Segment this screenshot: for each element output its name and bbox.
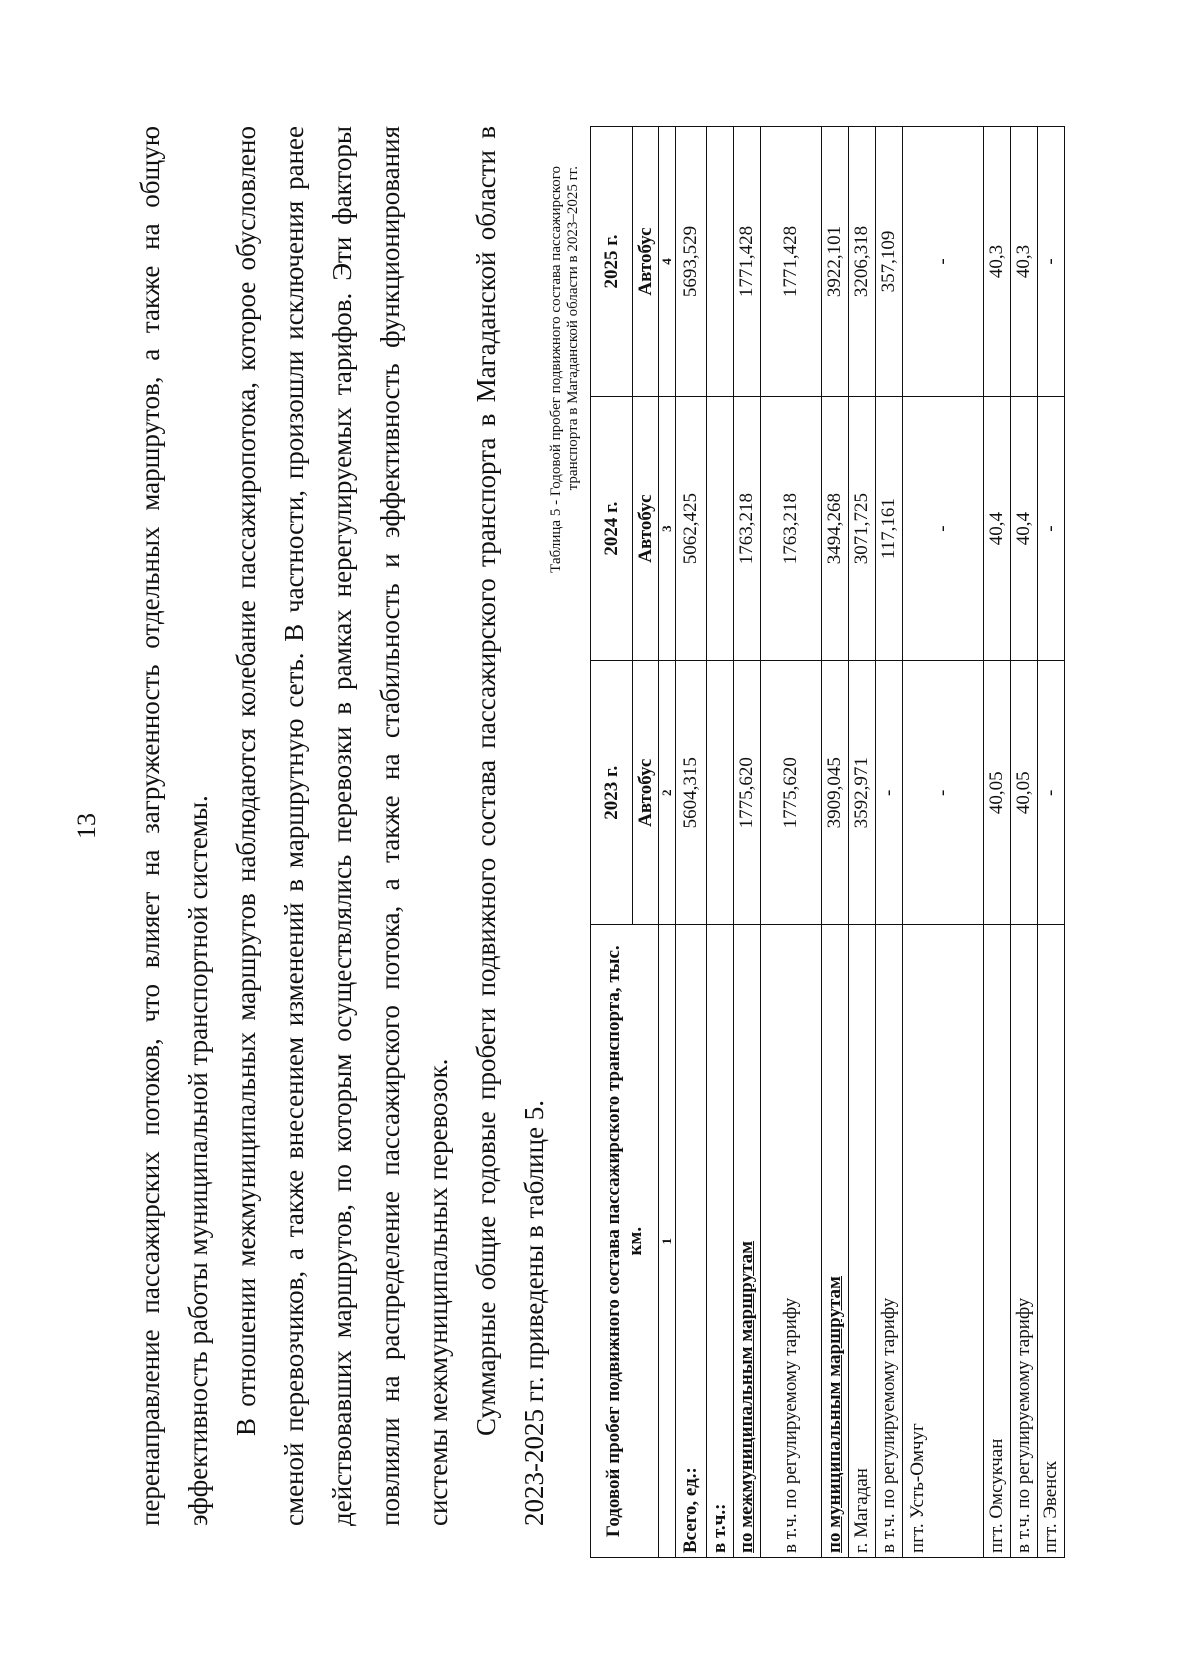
- cell-2024: [707, 397, 734, 661]
- column-number-4: 4: [659, 127, 676, 397]
- cell-2023: 1775,620: [761, 661, 821, 925]
- table-row: [1010, 127, 1037, 1558]
- cell-2023: [707, 661, 734, 925]
- column-number-3: 3: [659, 397, 676, 661]
- row-label: Всего, ед.:: [676, 925, 707, 1558]
- paragraph-1: перенаправление пассажирских потоков, что влияет на загруженность отдельных маршрутов, а также на общую эффективность работы муниципальной транспортной системы.: [135, 126, 213, 1526]
- paragraph-3: Суммарные общие годовые пробеги подвижного состава пассажирского транспорта в Магаданской области в 2023-2025 гг. приведены в таблице 5.: [471, 126, 549, 1526]
- row-label: в т.ч. по регулируемому тарифу: [1010, 925, 1037, 1558]
- cell-2023: 40,05: [983, 661, 1010, 925]
- row-label: пгт. Омсукчан: [983, 925, 1010, 1558]
- header-year-2024: 2024 г.: [591, 397, 633, 661]
- row-label: в т.ч. по регулируемому тарифу: [761, 925, 821, 1558]
- page-number: 13: [72, 813, 101, 839]
- table-row: [1037, 127, 1064, 1558]
- cell-2025: 5693,529: [676, 127, 707, 397]
- cell-2024: 1763,218: [734, 397, 761, 661]
- header-year-2025: 2025 г.: [591, 127, 633, 397]
- table-caption-line-2: транспорта в Магаданской области в 2023–2025 гг.: [565, 166, 581, 491]
- table-header-row-years: [591, 127, 633, 1558]
- cell-2025: 40,3: [983, 127, 1010, 397]
- header-year-2023: 2023 г.: [591, 661, 633, 925]
- cell-2023: 1775,620: [734, 661, 761, 925]
- cell-2023: 3909,045: [821, 661, 848, 925]
- table-row: [902, 127, 983, 1558]
- table-caption-line-1: Таблица 5 - Годовой пробег подвижного состава пассажирского: [548, 166, 564, 573]
- row-label: пгт. Эвенск: [1037, 925, 1064, 1558]
- cell-2023: -: [875, 661, 902, 925]
- cell-2024: 117,161: [875, 397, 902, 661]
- cell-2024: 5062,425: [676, 397, 707, 661]
- cell-2023: -: [902, 661, 983, 925]
- header-vehicle-2024: Автобус: [633, 397, 659, 661]
- cell-2023: -: [1037, 661, 1064, 925]
- header-vehicle-2023: Автобус: [633, 661, 659, 925]
- table-row: [821, 127, 848, 1558]
- cell-2025: 40,3: [1010, 127, 1037, 397]
- cell-2025: 357,109: [875, 127, 902, 397]
- cell-2025: 3922,101: [821, 127, 848, 397]
- paragraph-2: В отношении межмуниципальных маршрутов наблюдаются колебание пассажиропотока, которое обусловлено сменой перевозчиков, а также внесением изменений в маршрутную сеть. В частности, произошли исключения ранее действовавших маршрутов, по которым осуществлялись перевозки в рамках нерегулируемых тарифов. Эти факторы повлияли на распределение пассажирского потока, а также на стабильность и эффективность функционирования системы межмуниципальных перевозок.: [231, 126, 453, 1526]
- table-row: [848, 127, 875, 1558]
- cell-2024: -: [902, 397, 983, 661]
- cell-2023: 40,05: [1010, 661, 1037, 925]
- cell-2025: [707, 127, 734, 397]
- table-row: [676, 127, 707, 1558]
- table-row: [875, 127, 902, 1558]
- column-number-2: 2: [659, 661, 676, 925]
- table-header-title: Годовой пробег подвижного состава пассажирского транспорта, тыс. км.: [591, 925, 659, 1558]
- mileage-table: [590, 126, 1065, 1558]
- cell-2024: 40,4: [1010, 397, 1037, 661]
- row-label: в т.ч.:: [707, 925, 734, 1558]
- cell-2024: -: [1037, 397, 1064, 661]
- cell-2025: 1771,428: [734, 127, 761, 397]
- table-header-row-numbers: [659, 127, 676, 1558]
- table-row: [761, 127, 821, 1558]
- cell-2025: 3206,318: [848, 127, 875, 397]
- table-row: [707, 127, 734, 1558]
- cell-2023: 5604,315: [676, 661, 707, 925]
- column-number-1: 1: [659, 925, 676, 1558]
- row-label: пгт. Усть-Омчуг: [902, 925, 983, 1558]
- header-vehicle-2025: Автобус: [633, 127, 659, 397]
- table-caption: [548, 166, 582, 1096]
- body-text: [126, 126, 558, 1526]
- cell-2025: -: [1037, 127, 1064, 397]
- table-row: [983, 127, 1010, 1558]
- cell-2024: 40,4: [983, 397, 1010, 661]
- cell-2025: -: [902, 127, 983, 397]
- row-label: г. Магадан: [848, 925, 875, 1558]
- row-label: по межмуниципальным маршрутам: [734, 925, 761, 1558]
- cell-2024: 3494,268: [821, 397, 848, 661]
- cell-2023: 3592,971: [848, 661, 875, 925]
- table-row: [734, 127, 761, 1558]
- row-label: по муниципальным маршрутам: [821, 925, 848, 1558]
- cell-2024: 1763,218: [761, 397, 821, 661]
- row-label: в т.ч. по регулируемому тарифу: [875, 925, 902, 1558]
- cell-2024: 3071,725: [848, 397, 875, 661]
- cell-2025: 1771,428: [761, 127, 821, 397]
